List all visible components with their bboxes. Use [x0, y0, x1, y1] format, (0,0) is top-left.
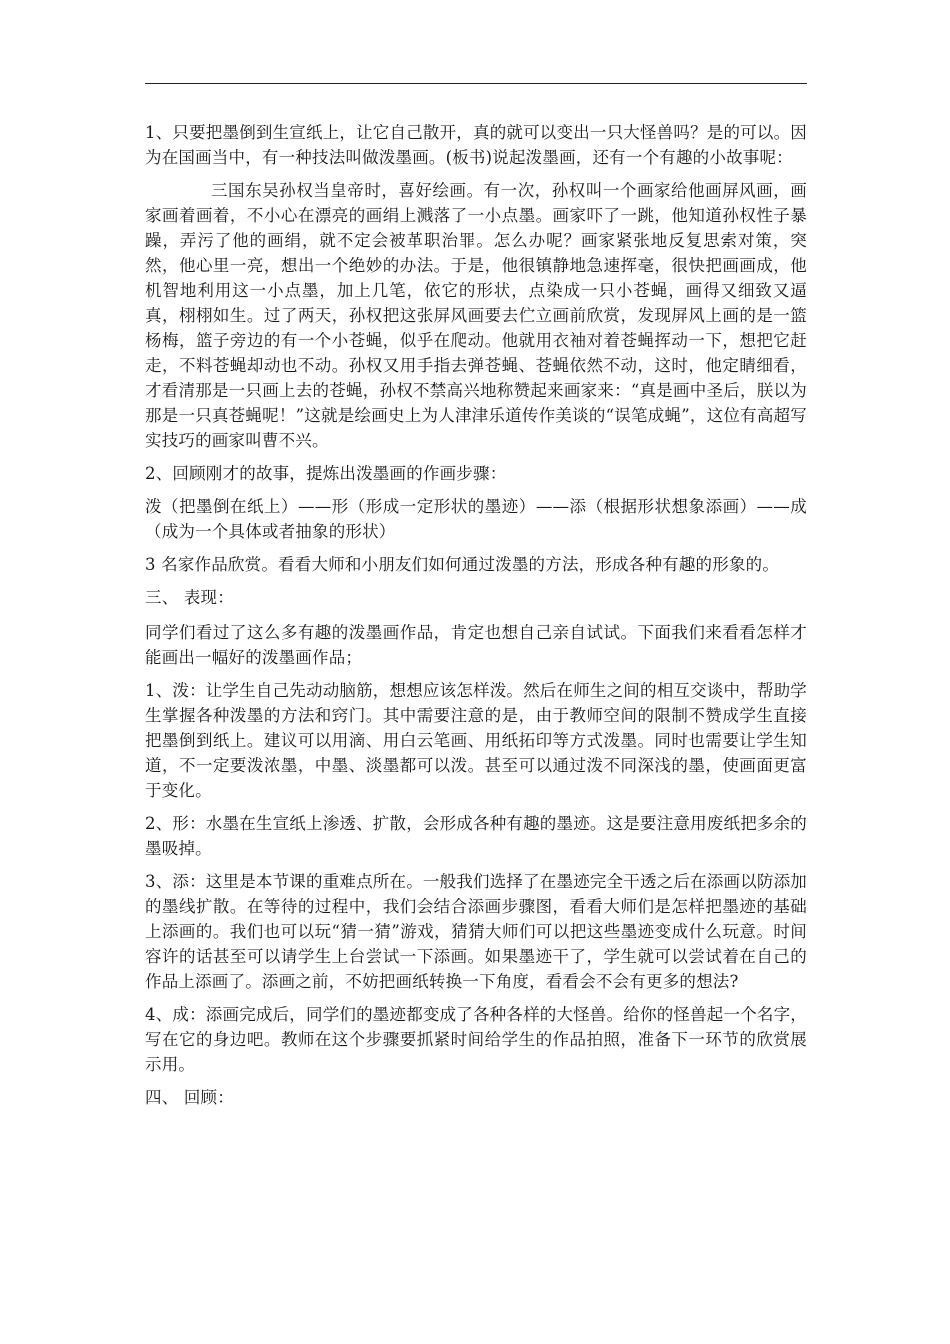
section-heading-review: 四、 回顾： — [145, 1088, 234, 1107]
paragraph-step-complete: 4、成：添画完成后，同学们的墨迹都变成了各种各样的大怪兽。给你的怪兽起一个名字，写在它的身边吧。教师在这个步骤要抓紧时间给学生的作品拍照，准备下一环节的欣赏展示用。 — [145, 1005, 807, 1074]
paragraph-step-sequence: 泼（把墨倒在纸上）——形（形成一定形状的墨迹）——添（根据形状想象添画）——成（成为一个具体或者抽象的形状） — [145, 497, 807, 541]
paragraph-story: 三国东吴孙权当皇帝时，喜好绘画。有一次，孙权叫一个画家给他画屏风画，画家画着画着，不小心在漂亮的画绢上溅落了一小点墨。画家吓了一跳，他知道孙权性子暴躁，弄污了他的画绢，就不定会被革职治罪。怎么办呢？画家紧张地反复思索对策，突然，他心里一亮，想出一个绝妙的办法。于是，他很镇静地急速挥毫，很快把画画成，他机智地利用这一小点墨，加上几笔，依它的形状，点染成一只小苍蝇，画得又细致又逼真，栩栩如生。过了两天，孙权把这张屏风画要去伫立画前欣赏，发现屏风上画的是一篮杨梅，篮子旁边的有一个小苍蝇，似乎在爬动。他就用衣袖对着苍蝇挥动一下，想把它赶走，不料苍蝇却动也不动。孙权又用手指去弹苍蝇、苍蝇依然不动，这时，他定睛细看，才看清那是一只画上去的苍蝇，孙权不禁高兴地称赞起来画家来：“真是画中圣后，朕以为那是一只真苍蝇呢！”这就是绘画史上为人津津乐道传作美谈的“误笔成蝇”，这位有高超写实技巧的画家叫曹不兴。 — [145, 181, 807, 450]
paragraph-express-intro: 同学们看过了这么多有趣的泼墨画作品，肯定也想自己亲自试试。下面我们来看看怎样才能画出一幅好的泼墨画作品； — [145, 623, 807, 667]
header-rule — [145, 83, 807, 84]
paragraph-review-steps: 2、回顾刚才的故事，提炼出泼墨画的作画步骤： — [145, 464, 507, 483]
paragraph-step-add: 3、添：这里是本节课的重难点所在。一般我们选择了在墨迹完全干透之后在添画以防添加的墨线扩散。在等待的过程中，我们会结合添画步骤图，看看大师们是怎样把墨迹的基础上添画的。我们也可以玩“猜一猜”游戏，猜猜大师们可以把这些墨迹变成什么玩意。时间容许的话甚至可以请学生上台尝试一下添画。如果墨迹干了，学生就可以尝试着在自己的作品上添画了。添画之前，不妨把画纸转换一下角度，看看会不会有更多的想法? — [145, 872, 807, 991]
paragraph-appreciation: 3 名家作品欣赏。看看大师和小朋友们如何通过泼墨的方法，形成各种有趣的形象的。 — [145, 555, 780, 574]
paragraph-step-shape: 2、形：水墨在生宣纸上渗透、扩散，会形成各种有趣的墨迹。这是要注意用废纸把多余的墨吸掉。 — [145, 814, 807, 858]
paragraph-intro: 1、只要把墨倒到生宣纸上，让它自己散开，真的就可以变出一只大怪兽吗？是的可以。因为在国画当中，有一种技法叫做泼墨画。(板书)说起泼墨画，还有一个有趣的小故事呢： — [145, 123, 807, 167]
paragraph-step-splash: 1、泼：让学生自己先动动脑筋，想想应该怎样泼。然后在师生之间的相互交谈中，帮助学生掌握各种泼墨的方法和窍门。其中需要注意的是，由于教师空间的限制不赞成学生直接把墨倒到纸上。建议可以用滴、用白云笔画、用纸拓印等方式泼墨。同时也需要让学生知道，不一定要泼浓墨，中墨、淡墨都可以泼。甚至可以通过泼不同深浅的墨，使画面更富于变化。 — [145, 681, 807, 800]
document-body — [145, 120, 807, 1120]
section-heading-express: 三、 表现： — [145, 588, 234, 607]
